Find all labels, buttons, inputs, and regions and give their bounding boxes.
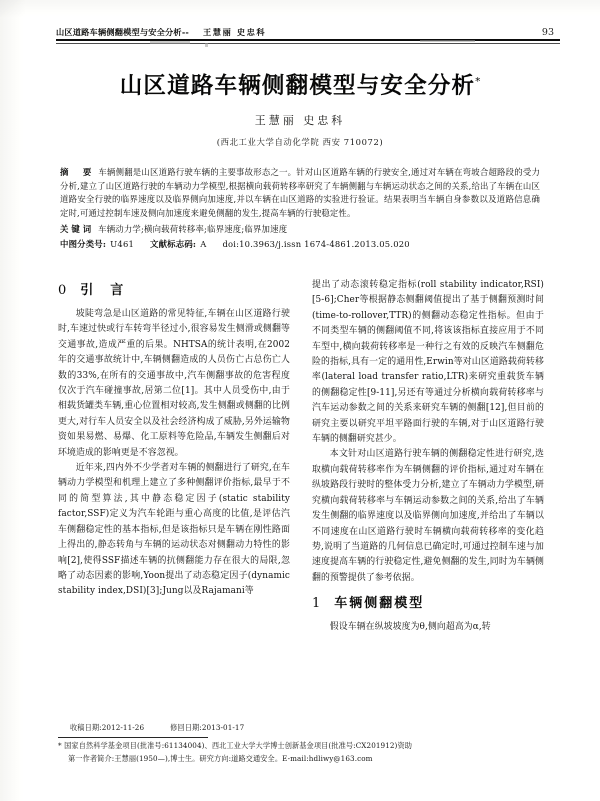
classification-line	[60, 237, 540, 251]
running-head-title: 山区道路车辆侧翻模型与安全分析--	[56, 27, 190, 37]
paragraph: 提出了动态滚转稳定指标(roll stability indicator,RSI)[5-6];Cher等根据静态侧翻阈值提出了基于侧翻预测时间(time-to-rollover,TTR)的侧翻动态稳定性指标。但由于不同类型车辆的侧翻阈值不同,将该该指标直接应用于不同车型中,横向载荷转移率是一种行之有效的反映汽车侧翻危险的指标,具有一定的通用性,Erwin等对山区道路载荷转移率(lateral load transfer ratio,LTR)来研究重载货车辆的侧翻稳定性[9-11],另还有等通过分析横向载荷转移率与汽车运动参数之间的关系来研究车辆的侧翻[12],但目前的研究主要以研究平坦平路面行驶的车辆,对于山区道路行驶车辆的侧翻研究甚少。	[312, 280, 544, 445]
author-bio-note: 第一作者简介:王慧丽(1950—),博士生。研究方向:道路交通安全。E-mail:hdliwy@163.com	[68, 754, 373, 764]
footnote-block	[58, 722, 542, 766]
keywords-label: 关键词	[60, 223, 95, 234]
article-title-text: 山区道路车辆侧翻模型与安全分析	[119, 73, 476, 99]
section-heading-intro	[58, 282, 290, 300]
received-date-value: 2012-11-26	[101, 723, 145, 732]
page-number: 93	[541, 27, 554, 38]
section-title: 引 言	[80, 283, 126, 298]
revised-date-value: 2013-01-17	[201, 723, 245, 732]
received-date-label: 收稿日期:	[70, 723, 102, 732]
doc-code-value: A	[200, 239, 207, 250]
received-date-line	[70, 722, 144, 735]
running-head-left	[56, 27, 266, 38]
keywords-line	[60, 222, 540, 236]
keywords-text: 车辆动力学;横向载荷转移率;临界速度;临界加速度	[98, 223, 288, 234]
funding-note: * 国家自然科学基金项目(批准号:61134004)、西北工业大学大学博士创新基金项目(批准号:CX201912)资助	[58, 741, 413, 751]
abstract-paragraph	[60, 166, 540, 220]
article-affiliation: (西北工业大学自动化学院 西安 710072)	[216, 137, 384, 147]
scan-speckle	[420, 40, 475, 42]
doi-value: doi:10.3963/j.issn 1674-4861.2013.05.020	[222, 239, 410, 250]
paragraph: 本文针对山区道路行驶车辆的侧翻稳定性进行研究,选取横向载荷转移率作为车辆侧翻的评价指标,通过对车辆在纵坡路段行驶时的整体受力分析,建立了车辆动力学模型,研究横向载荷转移率与车辆运动参数之间的关系,给出了车辆发生侧翻的临界速度以及临界侧向加速度,并给出了车辆以不同速度在山区道路行驶时车辆横向载荷转移率的变化趋势,说明了当道路的几何信息已确定时,可通过控制车速与加速度提高车辆的行驶稳定性,避免侧翻的发生,同时为车辆侧翻的预警提供了参考依据。	[312, 449, 544, 583]
abstract-label: 摘 要	[60, 167, 95, 177]
section-number: 1	[312, 596, 323, 612]
abstract-block	[60, 166, 540, 251]
article-authors: 王慧丽 史忠科	[254, 114, 346, 127]
title-footnote-marker: *	[475, 76, 481, 88]
clc-value: U461	[110, 239, 135, 250]
footnote-dates	[58, 722, 542, 735]
paragraph: 坡陡弯急是山区道路的常见特征,车辆在山区道路行驶时,车速过快或行车转弯半径过小,很容易发生侧滑或侧翻等交通事故,造成严重的后果。NHTSA的统计表明,在2002年的交通事故统计中,车辆侧翻造成的人员伤亡占总伤亡人数的33%,在所有的交通事故中,汽车侧翻事故的危害程度仅次于汽车碰撞事故,居第二位[1]。其中人员受伤中,由于相载货罐类车辆,重心位置相对较高,发生侧翻或侧翻的比例更大,对行车人员安全以及社会经济构成了威胁,另外运输物资如果易燃、易爆、化工原料等危险品,车辆发生侧翻后对环境造成的影响更是不容忽视。	[58, 309, 290, 458]
scan-edge-shading	[0, 0, 600, 18]
running-head	[56, 24, 560, 38]
revised-date-line	[170, 722, 244, 735]
section-heading-vehicle-rollover-model	[312, 595, 544, 613]
section-title: 车辆侧翻模型	[334, 596, 425, 612]
doc-code-segment	[150, 239, 206, 249]
clc-label: 中图分类号:	[60, 239, 107, 250]
article-title	[0, 68, 600, 100]
abstract-text: 车辆侧翻是山区道路行驶车辆的主要事故形态之一。针对山区道路车辆的行驶安全,通过对车辆在弯坡合超路段的受力分析,建立了山区道路行驶的车辆动力学模型,根据横向载荷转移率研究了车辆侧翻与车辆运动状态之间的关系,给出了车辆在山区道路安全行驶的临界速度以及临界侧向加速度,并以车辆在山区道路的实验进行验证。结果表明当车辆自身参数以及道路信息确定时,可通过控制车速及侧向加速度来避免侧翻的发生,提高车辆的行驶稳定性。	[60, 167, 541, 218]
body-column-left	[58, 278, 290, 600]
clc-segment	[60, 239, 134, 249]
running-head-authors: 王慧丽 史忠科	[203, 27, 267, 37]
section-number: 0	[58, 283, 69, 298]
scan-speckle	[150, 41, 190, 44]
doc-code-label: 文献标志码:	[150, 239, 197, 250]
scan-speckle	[205, 43, 208, 47]
footnote-separator-rule	[58, 737, 208, 738]
header-rule-thin	[56, 43, 560, 44]
body-column-right	[312, 278, 544, 636]
revised-date-label: 修回日期:	[170, 723, 202, 732]
paragraph: 假设车辆在纵坡坡度为θ,侧向超高为α,转	[329, 622, 491, 633]
header-rule-thick	[56, 39, 560, 41]
paragraph: 近年来,四内外不少学者对车辆的侧翻进行了研究,在车辆动力学模型和机理上建立了多种侧翻评价指标,最早于不同的简型算法,其中静态稳定因子(static stability factor,SSF)定义为汽车轮距与重心高度的比值,是评估汽车侧翻稳定性的基本指标,但是该指标只是车辆在刚性路面上得出的,静态转角与车辆的运动状态对侧翻动力特性的影响[2],使得SSF描述车辆的抗侧翻能力存在很大的局限,忽略了动态因素的影响,Yoon提出了动态稳定因子(dynamic stability index,DSI)[3];Jung以及Rajamani等	[58, 463, 290, 597]
